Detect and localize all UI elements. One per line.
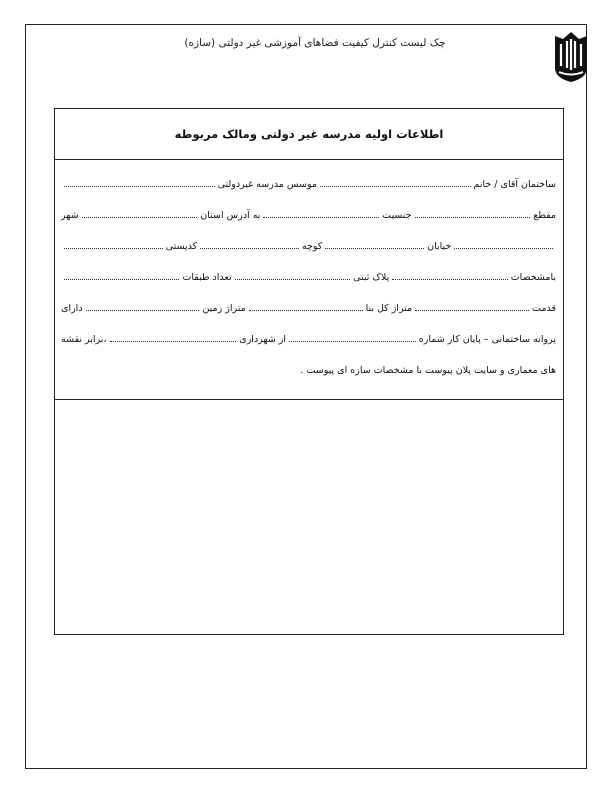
label-attachments: های معماری و سایت پلان پیوست با مشخصات سازه ای پیوست .	[300, 365, 556, 376]
label-per-drawings: ،برابر نقشه	[61, 334, 107, 345]
blank-municipality[interactable]	[110, 341, 237, 342]
form-row-address	[61, 241, 556, 252]
form-row-owner	[61, 179, 556, 190]
blank-permit-number[interactable]	[289, 341, 416, 342]
info-form-body	[55, 160, 563, 400]
section-heading: اطلاعات اولیه مدرسه غیر دولتی ومالک مربوطه	[55, 109, 563, 160]
label-alley: کوچه	[301, 241, 323, 252]
label-specs: بامشخصات	[510, 272, 556, 283]
label-land-area: متراژ زمین	[202, 303, 246, 314]
blank-street[interactable]	[325, 248, 424, 249]
form-row-level	[61, 210, 556, 221]
label-gender: جنسیت	[382, 210, 412, 221]
label-owner-name: ساختمان آقای / خانم	[473, 179, 556, 190]
label-city: شهر	[61, 210, 79, 221]
blank-level[interactable]	[415, 217, 531, 218]
label-registered-plot: پلاک ثبتی	[353, 272, 390, 283]
form-row-specs	[61, 272, 556, 283]
blank-floor-count[interactable]	[64, 279, 179, 280]
label-street: خیابان	[427, 241, 452, 252]
label-founder: موسس مدرسه غیردولتی	[217, 179, 317, 190]
label-built-area: متراژ کل بنا	[365, 303, 413, 314]
label-floor-count: تعداد طبقات	[182, 272, 232, 283]
blank-city[interactable]	[454, 248, 553, 249]
blank-age[interactable]	[415, 310, 529, 311]
notes-area[interactable]	[55, 400, 563, 634]
label-postal-code: کدپستی	[165, 241, 198, 252]
blank-registered-plot[interactable]	[235, 279, 350, 280]
blank-built-area[interactable]	[249, 310, 363, 311]
blank-postal-code[interactable]	[64, 248, 163, 249]
label-province: به آدرس استان	[200, 210, 261, 221]
blank-land-area[interactable]	[86, 310, 200, 311]
label-level: مقطع	[533, 210, 556, 221]
form-row-area	[61, 303, 556, 314]
label-having: دارای	[61, 303, 83, 314]
document-title: چک لیست کنترل کیفیت فضاهای آموزشی غیر دولتی (سازه)	[184, 37, 446, 49]
blank-specs[interactable]	[392, 279, 507, 280]
label-permit-number: پروانه ساختمانی – پایان کار شماره	[418, 334, 556, 345]
label-municipality: از شهرداری	[239, 334, 287, 345]
blank-gender[interactable]	[263, 217, 379, 218]
school-info-section	[54, 108, 564, 635]
blank-province[interactable]	[82, 217, 198, 218]
label-age: قدمت	[532, 303, 556, 314]
blank-alley[interactable]	[200, 248, 299, 249]
school-emblem-icon	[552, 30, 590, 84]
blank-founder[interactable]	[64, 186, 215, 187]
blank-owner-name[interactable]	[320, 186, 471, 187]
form-row-permit	[61, 334, 556, 345]
form-row-attachments	[61, 365, 556, 376]
